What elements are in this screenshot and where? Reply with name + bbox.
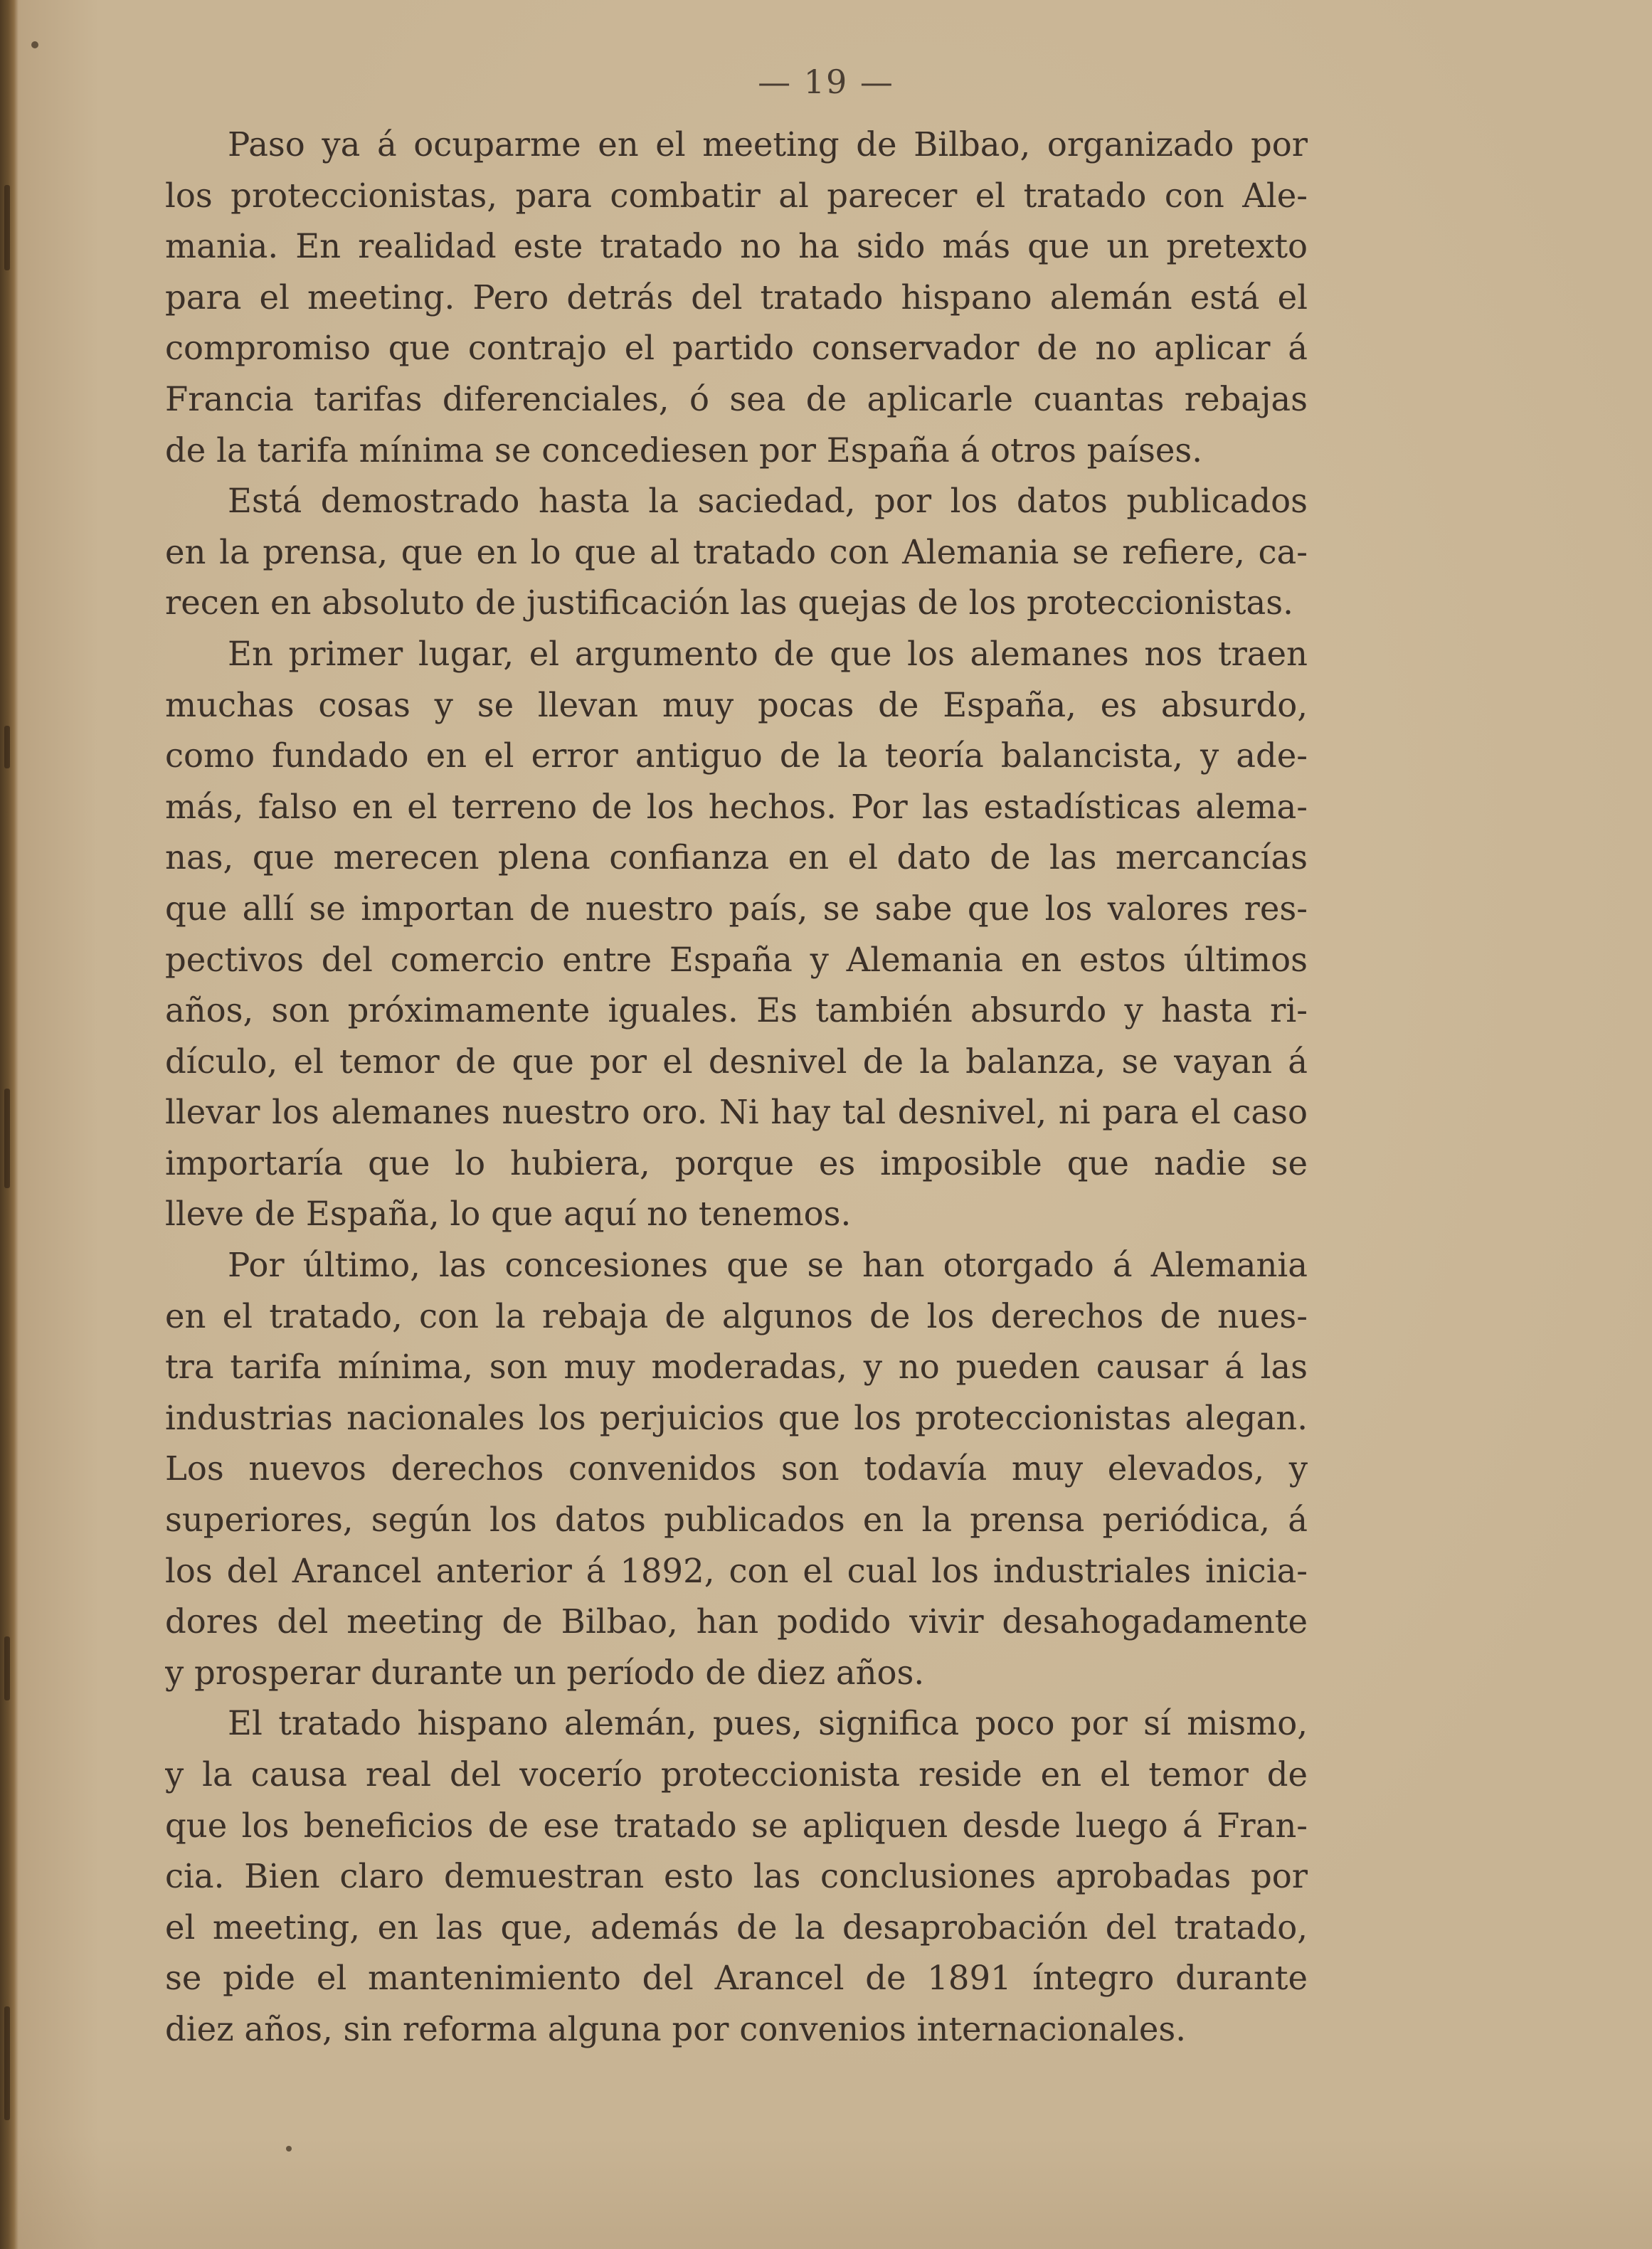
text-line: tra tarifa mínima, son muy moderadas, y no pueden causar á las <box>165 1348 1308 1387</box>
spine-mark <box>4 1636 10 1700</box>
text-line: cia. Bien claro demuestran esto las conclusiones aprobadas por <box>165 1857 1308 1896</box>
text-line: Paso ya á ocuparme en el meeting de Bilbao, organizado por <box>228 125 1308 164</box>
body-text <box>165 120 1308 2055</box>
text-line: lleve de España, lo que aquí no tenemos. <box>165 1195 852 1234</box>
text-line: nas, que merecen plena confianza en el dato de las mercancías <box>165 838 1308 877</box>
text-line: más, falso en el terreno de los hechos. Por las estadísticas alema- <box>165 787 1308 826</box>
text-line: y la causa real del vocerío proteccionista reside en el temor de <box>165 1755 1308 1794</box>
text-line: los del Arancel anterior á 1892, con el cual los industriales inicia- <box>165 1551 1308 1590</box>
text-line: como fundado en el error antiguo de la teoría balancista, y ade- <box>165 736 1308 776</box>
text-line: industrias nacionales los perjuicios que los proteccionistas alegan. <box>165 1398 1308 1437</box>
text-line: pectivos del comercio entre España y Alemania en estos últimos <box>165 940 1308 979</box>
spine-mark <box>4 2006 10 2120</box>
text-line: llevar los alemanes nuestro oro. Ni hay tal desnivel, ni para el caso <box>165 1093 1308 1132</box>
book-spine <box>0 0 18 2249</box>
text-line: dículo, el temor de que por el desnivel de la balanza, se vayan á <box>165 1042 1308 1081</box>
text-line: se pide el mantenimiento del Arancel de 1891 íntegro durante <box>165 1959 1308 1998</box>
text-line: en la prensa, que en lo que al tratado con Alemania se refiere, ca- <box>165 532 1308 571</box>
text-line: superiores, según los datos publicados en la prensa periódica, á <box>165 1501 1308 1540</box>
text-line: que allí se importan de nuestro país, se sabe que los valores res- <box>165 889 1308 928</box>
text-line: en el tratado, con la rebaja de algunos de los derechos de nues- <box>165 1296 1308 1335</box>
spine-mark <box>4 726 10 768</box>
text-line: el meeting, en las que, además de la desaprobación del tratado, <box>165 1907 1308 1947</box>
text-line: Está demostrado hasta la saciedad, por los datos publicados <box>228 482 1308 521</box>
ink-speck <box>31 41 38 48</box>
text-line: años, son próximamente iguales. Es también absurdo y hasta ri- <box>165 991 1308 1030</box>
spine-mark <box>4 1089 10 1188</box>
spine-mark <box>4 185 10 270</box>
text-line: Los nuevos derechos convenidos son todavía muy elevados, y <box>165 1449 1308 1488</box>
text-line: El tratado hispano alemán, pues, significa poco por sí mismo, <box>228 1704 1308 1743</box>
text-line: y prosperar durante un período de diez años. <box>165 1653 925 1692</box>
text-line: de la tarifa mínima se concediesen por España á otros países. <box>165 430 1202 470</box>
ink-speck <box>286 2146 292 2152</box>
text-line: mania. En realidad este tratado no ha sido más que un pretexto <box>165 227 1308 266</box>
text-line: que los beneficios de ese tratado se apliquen desde luego á Fran- <box>165 1806 1308 1845</box>
text-line: compromiso que contrajo el partido conservador de no aplicar á <box>165 329 1308 368</box>
text-line: diez años, sin reforma alguna por convenios internacionales. <box>165 2009 1187 2048</box>
text-line: para el meeting. Pero detrás del tratado hispano alemán está el <box>165 277 1308 317</box>
text-line: muchas cosas y se llevan muy pocas de España, es absurdo, <box>165 685 1308 724</box>
text-line: los proteccionistas, para combatir al parecer el tratado con Ale- <box>165 176 1308 215</box>
text-line: recen en absoluto de justificación las quejas de los proteccionistas. <box>165 583 1293 623</box>
text-line: Francia tarifas diferenciales, ó sea de aplicarle cuantas rebajas <box>165 379 1308 418</box>
text-line: importaría que lo hubiera, porque es imposible que nadie se <box>165 1143 1308 1182</box>
text-line: En primer lugar, el argumento de que los alemanes nos traen <box>228 634 1308 673</box>
page-number: — 19 — <box>758 63 894 101</box>
text-line: dores del meeting de Bilbao, han podido vivir desahogadamente <box>165 1602 1308 1641</box>
text-line: Por último, las concesiones que se han otorgado á Alemania <box>228 1246 1308 1285</box>
